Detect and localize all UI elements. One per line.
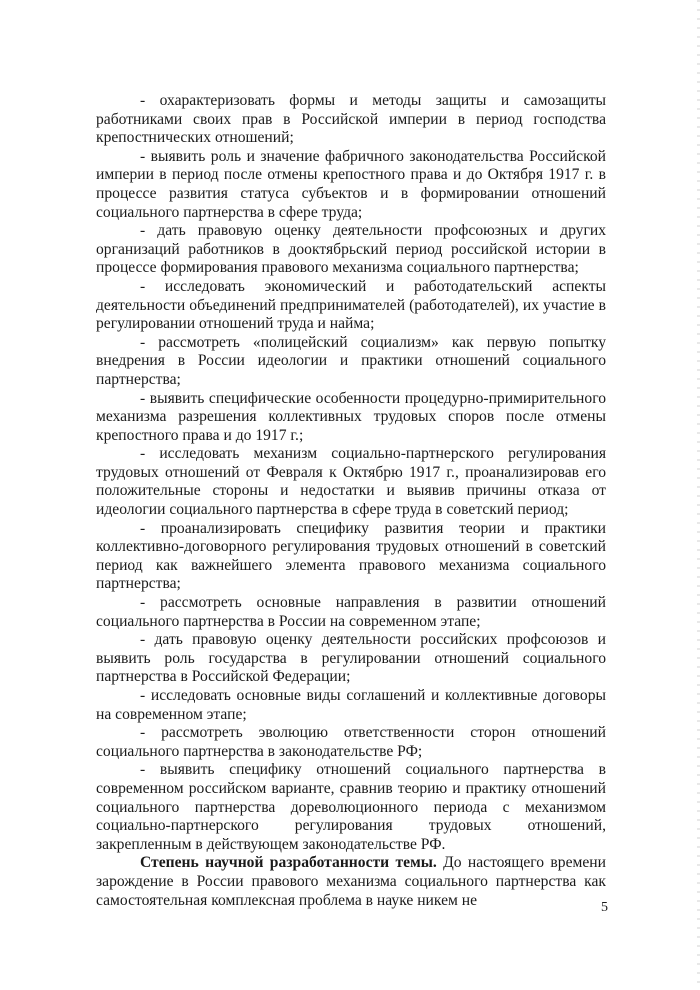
task-item: - выявить специфику отношений социального партнерства в современном российском варианте, сравнив теорию и практику отношений социального партнерства дореволюционного периода с механизмом социально-партнерского регулирования трудовых отношений, закрепленным в действующем законодательстве РФ. [96,761,606,853]
research-degree-paragraph [96,854,606,910]
task-item: - рассмотреть эволюцию ответственности сторон отношений социального партнерства в законодательстве РФ; [96,724,606,760]
page-number: 5 [601,900,608,915]
task-item: - дать правовую оценку деятельности российских профсоюзов и выявить роль государства в регулировании отношений социального партнерства в Российской Федерации; [96,631,606,686]
section-heading: Степень научной разработанности темы. [140,854,437,872]
task-item: - дать правовую оценку деятельности профсоюзных и других организаций работников в дооктябрьский период российской истории в процессе формирования правового механизма социального партнерства; [96,222,606,277]
task-item: - охарактеризовать формы и методы защиты и самозащиты работниками своих прав в Российской империи в период господства крепостнических отношений; [96,92,606,147]
task-item: - выявить специфические особенности процедурно-примирительного механизма разрешения коллективных трудовых споров после отмены крепостного права и до 1917 г.; [96,389,606,444]
task-item: - рассмотреть основные направления в развитии отношений социального партнерства в России на современном этапе; [96,594,606,630]
task-item: - проанализировать специфику развития теории и практики коллективно-договорного регулирования трудовых отношений в советский период как важнейшего элемента правового механизма социального партнерства; [96,519,606,593]
task-item: - выявить роль и значение фабричного законодательства Российской империи в период после отмены крепостного права и до Октября 1917 г. в процессе развития статуса субъектов и в формировании отношений социального партнерства в сфере труда; [96,147,606,221]
task-item: - исследовать механизм социально-партнерского регулирования трудовых отношений от Февраля к Октябрю 1917 г., проанализировав его положительные стороны и недостатки и выявив причины отказа от идеологии социального партнерства в сфере труда в советский период; [96,445,606,519]
paragraph-text: До настоящего времени зарождение в России правового механизма социального партнерства как самостоятельная комплексная проблема в науке никем не [96,854,606,909]
task-item: - исследовать основные виды соглашений и коллективные договоры на современном этапе; [96,687,606,723]
task-item: - исследовать экономический и работодательский аспекты деятельности объединений предпринимателей (работодателей), их участие в регулировании отношений труда и найма; [96,277,606,333]
task-item: - рассмотреть «полицейский социализм» как первую попытку внедрения в России идеологии и практики отношений социального партнерства; [96,333,606,388]
body-text [96,92,606,910]
